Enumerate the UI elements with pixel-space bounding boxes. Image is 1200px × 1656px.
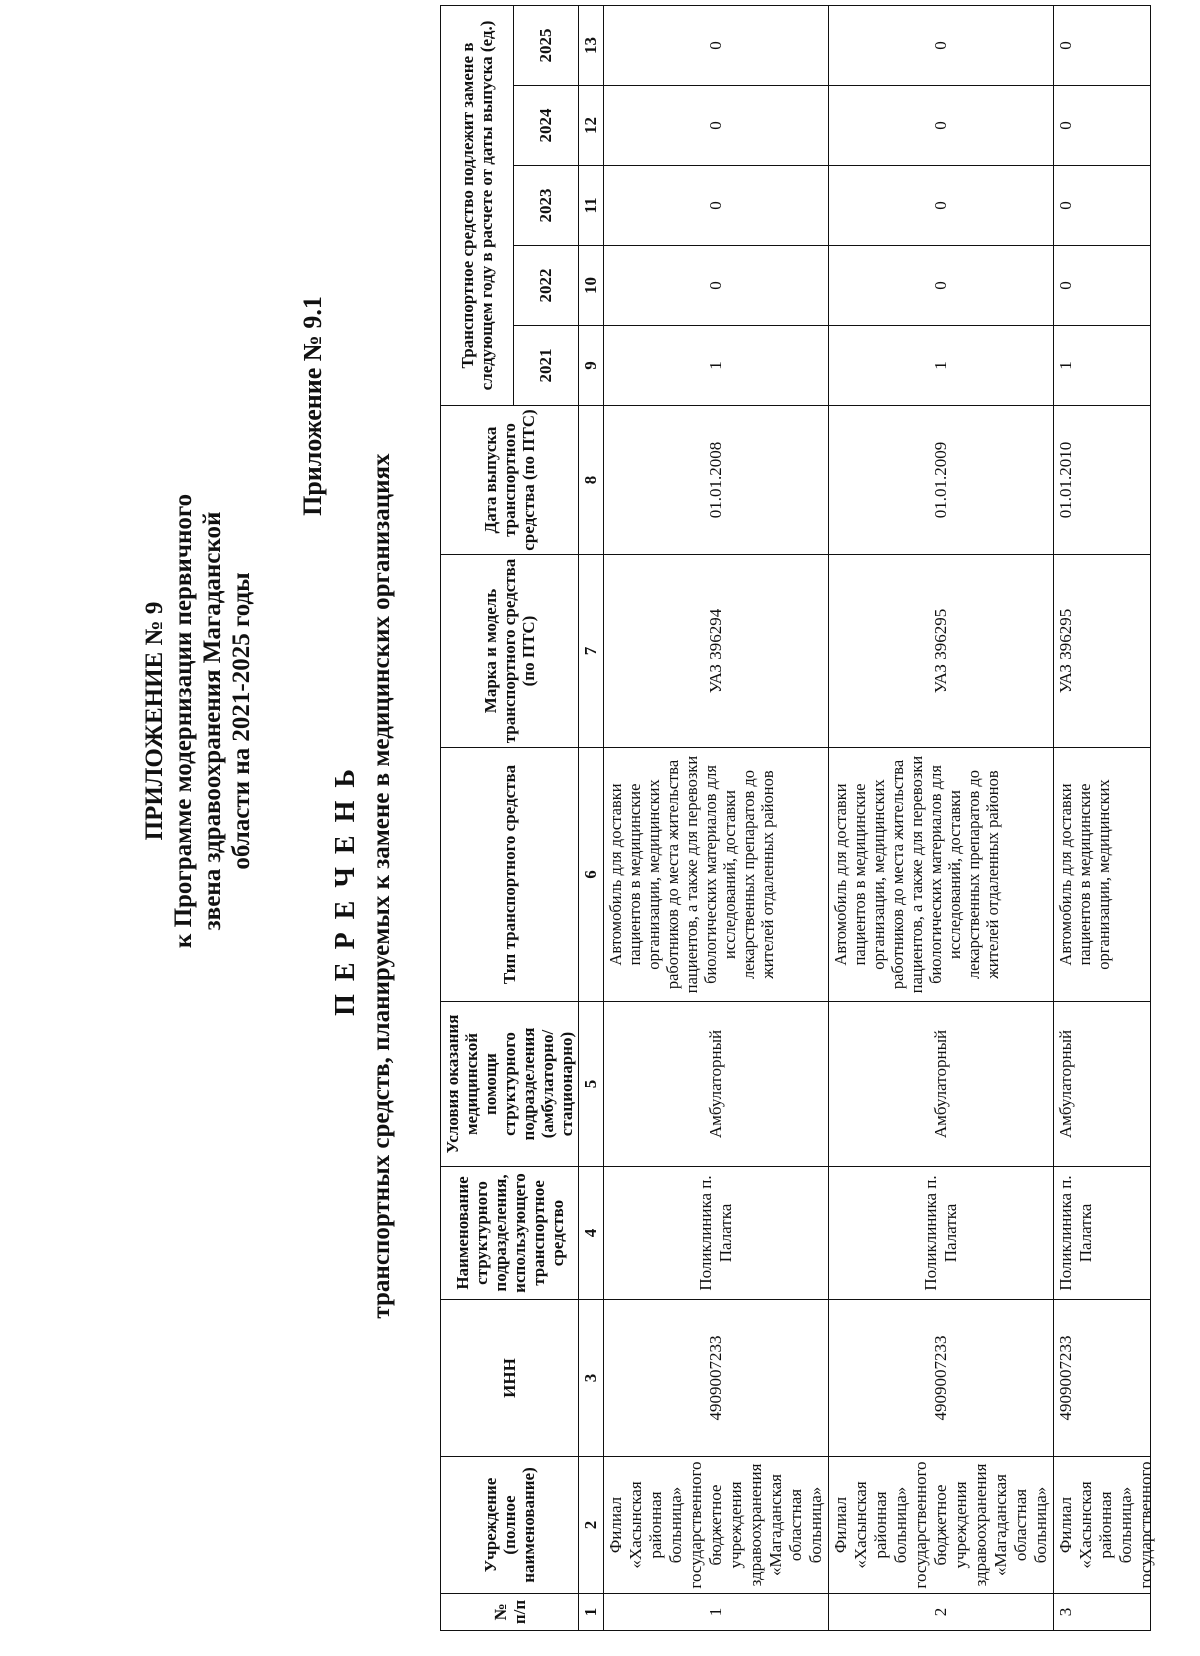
column-number: 11 [579, 166, 604, 246]
header-release-date: Дата выпуска транспортного средства (по ПТС) [441, 406, 579, 555]
table-row [1054, 5, 1151, 1630]
header-year: 2023 [513, 166, 578, 246]
unit-name-cell: Поликлиника п. Палатка [1054, 1167, 1151, 1300]
year-value-cell: 0 [1054, 166, 1151, 246]
year-value-cell: 0 [829, 246, 1054, 326]
brand-model-cell: УАЗ 396295 [829, 555, 1054, 748]
annex-subtitle: Приложение № 9.1 [298, 296, 327, 516]
brand-model-cell: УАЗ 396295 [1054, 555, 1151, 748]
header-replacement-group: Транспортное средство подлежит замене в следующем году в расчете от даты выпуска (ед.) [441, 5, 514, 405]
header-unit-name: Наименование структурного подразделения, использующего транспортное средство [441, 1167, 579, 1300]
year-value-cell: 0 [1054, 86, 1151, 166]
vehicle-type-text: Автомобиль для доставки пациентов в медицинские организации, медицинских [1056, 779, 1113, 970]
conditions-cell: Амбулаторный [604, 1002, 829, 1167]
unit-name-cell: Поликлиника п. Палатка [829, 1167, 1054, 1300]
vehicle-type-cell: Автомобиль для доставки пациентов в медицинские организации, медицинских работников до места жительства пациентов, а также для перевозки биологических материалов для исследований, доставки лекарственных препаратов до жителей отдаленных районов [829, 748, 1054, 1002]
inn-cell: 4909007233 [829, 1300, 1054, 1457]
column-number: 5 [579, 1002, 604, 1167]
year-value-cell: 0 [829, 5, 1054, 85]
annex-line-3: звена здравоохранения Магаданской [199, 511, 226, 931]
brand-model-cell: УАЗ 396294 [604, 555, 829, 748]
vehicles-table [440, 5, 1155, 1631]
row-num: 2 [829, 1594, 1054, 1631]
table-row [829, 5, 1054, 1630]
institution-cell: Филиал «Хасынская районная больница» государственного бюджетное учреждения здравоохранения «Магаданская областная больница» [604, 1457, 829, 1594]
vehicle-type-cell: Автомобиль для доставки пациентов в медицинские организации, медицинских работников до места жительства пациентов, а также для перевозки биологических материалов для исследований, доставки лекарственных препаратов до жителей отдаленных районов [604, 748, 829, 1002]
year-value-cell: 0 [604, 166, 829, 246]
institution-cell: Филиал «Хасынская районная больница» государственного бюджетное учреждения здравоохранения «Магаданская областная больница» [829, 1457, 1054, 1594]
header-inn: ИНН [441, 1300, 579, 1457]
header-num: № п/п [441, 1594, 579, 1631]
header-year: 2024 [513, 86, 578, 166]
year-value-cell: 1 [829, 326, 1054, 406]
inn-cell: 4909007233 [604, 1300, 829, 1457]
unit-name-cell: Поликлиника п. Палатка [604, 1167, 829, 1300]
release-date-cell: 01.01.2009 [829, 406, 1054, 555]
column-number: 13 [579, 5, 604, 85]
conditions-cell: Амбулаторный [829, 1002, 1054, 1167]
header-vehicle-type: Тип транспортного средства [441, 748, 579, 1002]
year-value-cell: 0 [829, 166, 1054, 246]
column-number: 1 [579, 1594, 604, 1631]
inn-cell: 4909007233 [1054, 1300, 1151, 1457]
conditions-cell: Амбулаторный [1054, 1002, 1151, 1167]
row-num: 1 [604, 1594, 829, 1631]
institution-text: Филиал «Хасынская районная больница» государственного [1056, 1461, 1155, 1589]
column-number: 7 [579, 555, 604, 748]
header-year: 2021 [513, 326, 578, 406]
column-number: 10 [579, 246, 604, 326]
year-value-cell: 0 [604, 86, 829, 166]
table-row [604, 5, 829, 1630]
column-number: 2 [579, 1457, 604, 1594]
release-date-cell: 01.01.2010 [1054, 406, 1151, 555]
column-number: 12 [579, 86, 604, 166]
vehicle-type-cell [1054, 748, 1151, 1002]
header-brand-model: Марка и модель транспортного средства (по ПТС) [441, 555, 579, 748]
list-subtitle: транспортных средств, планируемых к замене в медицинских организациях [368, 453, 395, 1319]
annex-header [140, 361, 256, 1081]
header-year: 2022 [513, 246, 578, 326]
year-value-cell: 0 [829, 86, 1054, 166]
year-value-cell: 0 [1054, 5, 1151, 85]
institution-cell [1054, 1457, 1155, 1594]
row-num: 3 [1054, 1594, 1151, 1631]
header-year: 2025 [513, 5, 578, 85]
column-number: 6 [579, 748, 604, 1002]
annex-line-2: к Программе модернизации первичного [170, 493, 197, 949]
annex-line-4: области на 2021-2025 годы [228, 572, 255, 870]
year-value-cell: 0 [604, 5, 829, 85]
year-value-cell: 1 [1054, 326, 1151, 406]
list-title: ПЕРЕЧЕНЬ [330, 756, 361, 1016]
year-value-cell: 1 [604, 326, 829, 406]
header-conditions: Условия оказания медицинской помощи структурного подразделения (амбулаторно/ стационарно) [441, 1002, 579, 1167]
header-institution: Учреждение (полное наименование) [441, 1457, 579, 1594]
column-number: 9 [579, 326, 604, 406]
column-number: 3 [579, 1300, 604, 1457]
column-number: 8 [579, 406, 604, 555]
year-value-cell: 0 [604, 246, 829, 326]
column-numbers-row [579, 5, 604, 1630]
annex-title: ПРИЛОЖЕНИЕ № 9 [141, 601, 168, 841]
column-number: 4 [579, 1167, 604, 1300]
year-value-cell: 0 [1054, 246, 1151, 326]
release-date-cell: 01.01.2008 [604, 406, 829, 555]
